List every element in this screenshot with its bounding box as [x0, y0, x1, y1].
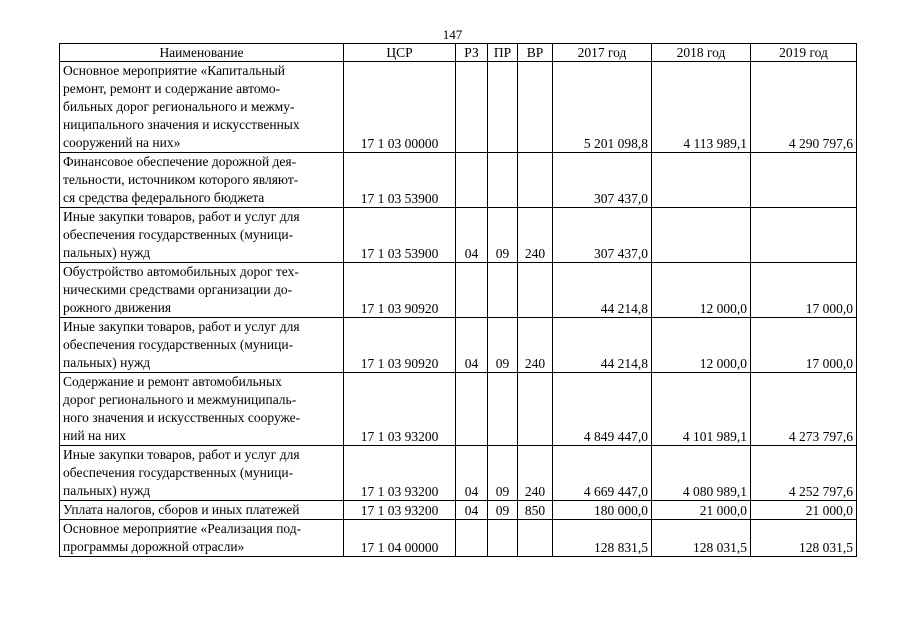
row-2019: 17 000,0 [751, 318, 857, 373]
row-vr: 240 [518, 318, 553, 373]
row-csr: 17 1 04 00000 [344, 520, 456, 557]
row-pr: 09 [488, 208, 518, 263]
header-2019: 2019 год [751, 44, 857, 62]
row-name-line: обеспечения государственных (муници- [63, 337, 294, 352]
row-name-line: ся средства федерального бюджета [63, 190, 265, 205]
row-name-line: ниципального значения и искусственных [63, 117, 300, 132]
row-2017: 4 669 447,0 [553, 446, 652, 501]
row-2018: 21 000,0 [652, 501, 751, 520]
row-pr [488, 263, 518, 318]
row-2019: 4 290 797,6 [751, 62, 857, 153]
row-name [60, 318, 344, 373]
row-2018: 4 101 989,1 [652, 373, 751, 446]
row-rz [456, 153, 488, 208]
header-name: Наименование [60, 44, 344, 62]
row-name-line: бильных дорог регионального и межму- [63, 99, 295, 114]
row-name [60, 501, 344, 520]
row-name-line: Иные закупки товаров, работ и услуг для [63, 209, 300, 224]
row-name-line: ний на них [63, 428, 126, 443]
row-name-line: дорог регионального и межмуниципаль- [63, 392, 297, 407]
row-name-line: Основное мероприятие «Реализация под- [63, 521, 302, 536]
row-name-line: сооружений на них» [63, 135, 181, 150]
row-name-line: ного значения и искусственных сооруже- [63, 410, 301, 425]
row-pr: 09 [488, 501, 518, 520]
row-vr: 850 [518, 501, 553, 520]
row-pr: 09 [488, 318, 518, 373]
row-name-line: пальных) нужд [63, 483, 151, 498]
row-rz: 04 [456, 501, 488, 520]
row-rz: 04 [456, 318, 488, 373]
row-2017: 5 201 098,8 [553, 62, 652, 153]
table-row [60, 153, 857, 208]
row-2019: 4 252 797,6 [751, 446, 857, 501]
row-2018 [652, 208, 751, 263]
row-vr [518, 520, 553, 557]
row-2019: 17 000,0 [751, 263, 857, 318]
row-pr [488, 373, 518, 446]
row-name-line: ническими средствами организации до- [63, 282, 293, 297]
table-row [60, 520, 857, 557]
row-name [60, 373, 344, 446]
row-2017: 307 437,0 [553, 208, 652, 263]
row-rz: 04 [456, 446, 488, 501]
row-name [60, 153, 344, 208]
row-rz: 04 [456, 208, 488, 263]
row-2018: 12 000,0 [652, 263, 751, 318]
header-vr: ВР [518, 44, 553, 62]
row-2019 [751, 208, 857, 263]
table-row [60, 373, 857, 446]
row-name-line: рожного движения [63, 300, 172, 315]
row-2017: 180 000,0 [553, 501, 652, 520]
row-vr: 240 [518, 446, 553, 501]
row-pr [488, 62, 518, 153]
header-2017: 2017 год [553, 44, 652, 62]
header-2018: 2018 год [652, 44, 751, 62]
row-name-line: Иные закупки товаров, работ и услуг для [63, 319, 300, 334]
row-2017: 307 437,0 [553, 153, 652, 208]
row-2018: 12 000,0 [652, 318, 751, 373]
row-2017: 44 214,8 [553, 263, 652, 318]
row-vr [518, 373, 553, 446]
page-number: 147 [442, 27, 463, 42]
row-name-line: Обустройство автомобильных дорог тех- [63, 264, 299, 279]
header-row [60, 44, 857, 62]
row-name-line: обеспечения государственных (муници- [63, 465, 294, 480]
row-pr [488, 153, 518, 208]
row-2017: 4 849 447,0 [553, 373, 652, 446]
row-2017: 128 831,5 [553, 520, 652, 557]
row-name-line: Основное мероприятие «Капитальный [63, 63, 285, 78]
row-2017: 44 214,8 [553, 318, 652, 373]
row-name-line: Содержание и ремонт автомобильных [63, 374, 282, 389]
row-2019: 21 000,0 [751, 501, 857, 520]
row-2018 [652, 153, 751, 208]
row-2018: 4 080 989,1 [652, 446, 751, 501]
table-row [60, 208, 857, 263]
row-2018: 128 031,5 [652, 520, 751, 557]
row-name [60, 263, 344, 318]
table-row [60, 446, 857, 501]
row-pr: 09 [488, 446, 518, 501]
row-name [60, 520, 344, 557]
row-vr [518, 153, 553, 208]
row-name [60, 446, 344, 501]
row-csr: 17 1 03 90920 [344, 263, 456, 318]
table-row [60, 263, 857, 318]
row-csr: 17 1 03 53900 [344, 153, 456, 208]
row-2019 [751, 153, 857, 208]
row-csr: 17 1 03 93200 [344, 446, 456, 501]
row-name [60, 62, 344, 153]
row-2018: 4 113 989,1 [652, 62, 751, 153]
header-pr: ПР [488, 44, 518, 62]
row-rz [456, 520, 488, 557]
header-csr: ЦСР [344, 44, 456, 62]
table-row [60, 501, 857, 520]
row-vr: 240 [518, 208, 553, 263]
row-vr [518, 263, 553, 318]
row-rz [456, 62, 488, 153]
row-name-line: ремонт, ремонт и содержание автомо- [63, 81, 281, 96]
row-name-line: обеспечения государственных (муници- [63, 227, 294, 242]
row-name-line: Иные закупки товаров, работ и услуг для [63, 447, 300, 462]
row-name-line: Уплата налогов, сборов и иных платежей [63, 502, 300, 517]
row-vr [518, 62, 553, 153]
row-csr: 17 1 03 90920 [344, 318, 456, 373]
row-csr: 17 1 03 00000 [344, 62, 456, 153]
row-name-line: пальных) нужд [63, 245, 151, 260]
header-rz: РЗ [456, 44, 488, 62]
row-2019: 4 273 797,6 [751, 373, 857, 446]
row-name-line: программы дорожной отрасли» [63, 539, 245, 554]
row-name-line: пальных) нужд [63, 355, 151, 370]
table-row [60, 318, 857, 373]
row-name-line: тельности, источником которого являют- [63, 172, 299, 187]
row-csr: 17 1 03 53900 [344, 208, 456, 263]
row-2019: 128 031,5 [751, 520, 857, 557]
budget-table [59, 43, 857, 557]
table-row [60, 62, 857, 153]
row-pr [488, 520, 518, 557]
row-rz [456, 263, 488, 318]
row-rz [456, 373, 488, 446]
row-name-line: Финансовое обеспечение дорожной дея- [63, 154, 297, 169]
row-csr: 17 1 03 93200 [344, 501, 456, 520]
row-name [60, 208, 344, 263]
row-csr: 17 1 03 93200 [344, 373, 456, 446]
